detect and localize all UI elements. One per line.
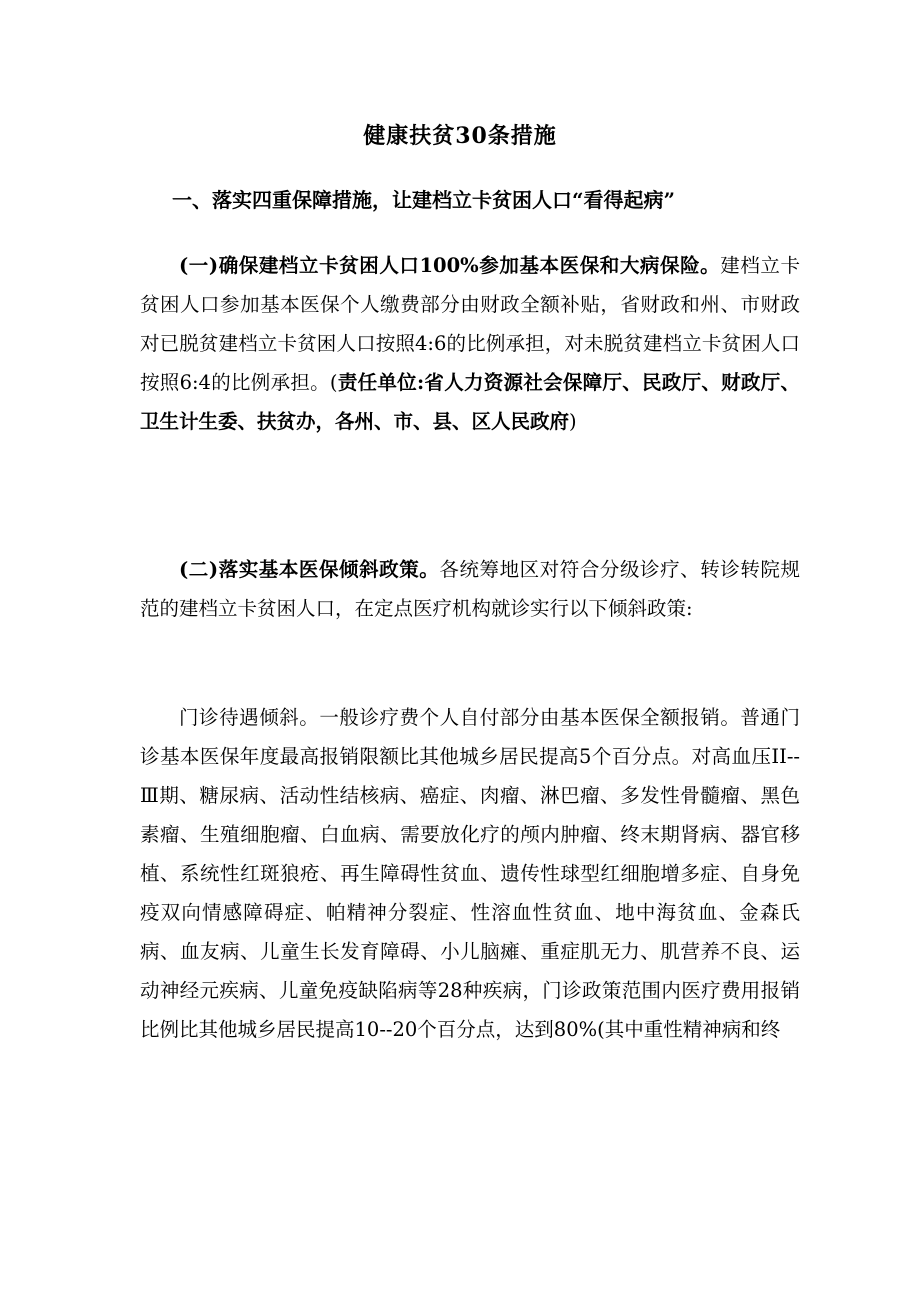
paragraph-1 (140, 246, 800, 441)
paragraph-2-lead: (二)落实基本医保倾斜政策。 (179, 558, 440, 581)
paragraph-1-body: 建档立卡贫困人口参加基本医保个人缴费部分由财政全额补贴，省财政和州、市财政对已脱贫建档立卡贫困人口按照4:6的比例承担，对未脱贫建档立卡贫困人口按照6:4的比例承担。( (140, 254, 800, 394)
paragraph-3 (140, 698, 800, 1049)
paragraph-1-tail: ) (569, 410, 577, 433)
paragraph-3-body: 门诊待遇倾斜。一般诊疗费个人自付部分由基本医保全额报销。普通门诊基本医保年度最高报销限额比其他城乡居民提高5个百分点。对高血压II--Ⅲ期、糖尿病、活动性结核病、癌症、肉瘤、淋巴瘤、多发性骨髓瘤、黑色素瘤、生殖细胞瘤、白血病、需要放化疗的颅内肿瘤、终末期肾病、器官移植、系统性红斑狼疮、再生障碍性贫血、遗传性球型红细胞增多症、自身免疫双向情感障碍症、帕精神分裂症、性溶血性贫血、地中海贫血、金森氏病、血友病、儿童生长发育障碍、小儿脑瘫、重症肌无力、肌营养不良、运动神经元疾病、儿童免疫缺陷病等28种疾病，门诊政策范围内医疗费用报销比例比其他城乡居民提高10--20个百分点，达到80%(其中重性精神病和终 (140, 706, 800, 1041)
section-heading: 一、落实四重保障措施，让建档立卡贫困人口“看得起病” (172, 188, 676, 212)
document-title: 健康扶贫30条措施 (363, 123, 557, 149)
paragraph-1-lead: (一)确保建档立卡贫困人口100%参加基本医保和大病保险。 (179, 254, 721, 277)
paragraph-1-responsible-units: 责任单位:省人力资源社会保障厅、民政厅、财政厅、卫生计生委、扶贫办，各州、市、县、区人民政府 (140, 371, 800, 433)
paragraph-2-body: 各统筹地区对符合分级诊疗、转诊转院规范的建档立卡贫困人口，在定点医疗机构就诊实行以下倾斜政策: (140, 558, 800, 620)
paragraph-2 (140, 550, 800, 628)
